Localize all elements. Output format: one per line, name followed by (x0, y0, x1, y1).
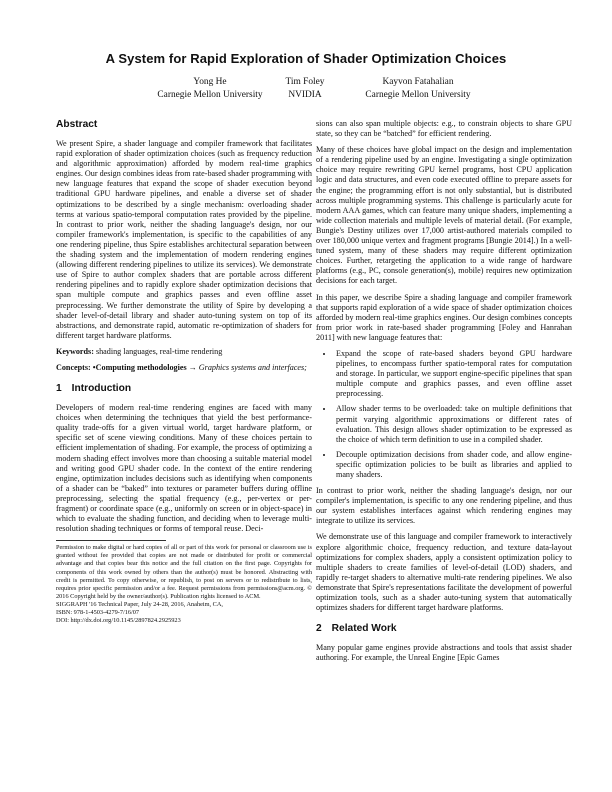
author-name: Yong He (193, 77, 227, 87)
keywords-label: Keywords: (56, 346, 94, 356)
list-item: • Decouple optimization decisions from shader code, and allow engine-specific optimization policies to be built as libraries and applied to many shaders. (334, 450, 572, 480)
author-name: Tim Foley (285, 77, 325, 87)
section-title: Related Work (331, 623, 397, 635)
concepts-arrow: → (188, 362, 197, 372)
author-affiliation: NVIDIA (288, 90, 322, 101)
abstract-text: We present Spire, a shader language and compiler framework that facilitates rapid exploration of shader optimization choices (such as frequency reduction and algorithmic approximation) afforded by modern real-time graphics engines. Our design combines ideas from rate-based shader programming with new language features that expand the scope of shader execution beyond traditional GPU hardware pipelines, and enable a diverse set of shader optimizations to be described by a single mechanism: overloading shader terms at various spatio-temporal computation rates provided by the pipeline. In contrast to prior work, neither the shading language's design, nor our compiler framework's implementation, is specific to the capabilities of any one rendering pipeline, thus Spire establishes architectural separation between the shading system and the implementation of modern rendering engines (allowing different rendering pipelines to utilize its services). We demonstrate use of Spire to author complex shaders that are portable across different rendering pipelines and to rapidly explore shader optimization decisions that span multiple compute and graphics passes and even offline asset preprocessing. We further demonstrate the utility of Spire by developing a shader level-of-detail library and shader auto-tuning system on top of its abstractions, and demonstrate rapid, automatic re-optimization of shaders for different target hardware platforms. (56, 139, 312, 340)
concepts (56, 363, 312, 373)
permission-footnote: Permission to make digital or hard copies of all or part of this work for personal or classroom use is granted without fee provided that copies are not made or distributed for profit or commercial advantage and that copies bear this notice and the full citation on the first page. Copyrights for components of this work owned by others than the author(s) must be honored. Abstracting with credit is permitted. To copy otherwise, or republish, to post on servers or to redistribute to lists, requires prior specific permission and/or a fee. Request permissions from permissions@acm.org. © 2016 Copyright held by the owner/author(s). Publication rights licensed to ACM. (56, 544, 312, 600)
author-3 (318, 76, 518, 102)
footnote-rule (56, 540, 166, 541)
pub-line-2: ISBN: 978-1-4503-4279-7/16/07 (56, 609, 140, 617)
intro-heading (56, 383, 312, 395)
keywords (56, 347, 312, 357)
section-number: 1 (56, 383, 62, 395)
intro-paragraph-3: In this paper, we describe Spire a shading language and compiler framework that supports rapid exploration of a wide space of shader optimization choices afforded by modern real-time graphics engines. Our design combines concepts from prior work in rate-based shader programming [Foley and Hanrahan 2011] with new language features that: (316, 292, 572, 342)
keywords-text: shading languages, real-time rendering (95, 346, 223, 356)
list-item: • Allow shader terms to be overloaded: take on multiple definitions that permit varying algorithmic approximations or different rates of evaluation. This design allows shader optimization to be expressed as the choice of which term definition to use in a compiled shader. (334, 404, 572, 444)
pub-line-1: SIGGRAPH '16 Technical Paper, July 24-28, 2016, Anaheim, CA, (56, 600, 224, 608)
intro-paragraph-cont: sions can also span multiple objects: e.g., to constrain objects to share GPU state, so they can be “batched” for efficient rendering. (316, 119, 572, 139)
abstract-heading: Abstract (56, 119, 98, 130)
related-work-heading (316, 623, 572, 635)
related-work-paragraph: Many popular game engines provide abstractions and tools that assist shader authoring. For example, the Unreal Engine [Epic Games (316, 643, 572, 663)
concepts-italic: Graphics systems and interfaces; (198, 362, 307, 372)
doi-line: DOI: http://dx.doi.org/10.1145/2897824.2925923 (56, 617, 181, 625)
list-item: • Expand the scope of rate-based shaders beyond GPU hardware pipelines, to encompass further spatio-temporal rates for computation and storage. In particular, we support engine-specific pipelines that span multiple compute and graphics passes, and even offline asset preprocessing. (334, 349, 572, 399)
author-affiliation: Carnegie Mellon University (157, 90, 263, 101)
concepts-label: Concepts: (56, 362, 91, 372)
section-title: Introduction (71, 383, 132, 395)
intro-paragraph-5: We demonstrate use of this language and compiler framework to interactively explore algorithmic choice, frequency reduction, and texture data-layout optimizations for complex shaders, apply a consistent optimization policy to multiple shaders to create families of level-of-detail (LOD) shaders, and rapidly re-target shaders to alternative multi-rate rendering pipelines. We also demonstrate that Spire's representations facilitate the development of powerful optimization tools, such as a shader auto-tuning system that automatically optimizes shaders for different target hardware platforms. (316, 532, 572, 613)
author-affiliation: Carnegie Mellon University (365, 90, 471, 101)
intro-paragraph-4: In contrast to prior work, neither the shading language's design, nor our compiler's implementation, is specific to any one rendering pipeline, and thus our system establishes interfaces against which rendering engines may integrate to utilize its services. (316, 486, 572, 526)
section-number: 2 (316, 623, 322, 635)
author-name: Kayvon Fatahalian (382, 77, 454, 87)
intro-paragraph-2: Many of these choices have global impact on the design and implementation of a rendering pipeline used by an engine. Investigating a single optimization choice may require rewriting GPU kernel programs, host CPU application logic and data structures, and even code executed offline to prepare assets for the engine; the programming effort is not only substantial, but is distributed across multiple programming systems. This challenge is particularly acute for modern AAA games, which can feature many unique shaders, implementing a wide collection materials and multiple levels of material detail. (For example, Bungie's Destiny utilizes over 17,000 artist-authored materials compiled to over 180,000 unique vertex and fragment programs [Bungie 2014].) In a well-tuned system, many of these shaders may require different optimization choices. Further, retargeting the application to a wide range of hardware platforms (e.g., PC, console generation(s), mobile) requires new optimization decisions for each target. (316, 145, 572, 286)
feature-list (316, 349, 572, 480)
intro-paragraph: Developers of modern real-time rendering engines are faced with many choices when determining the techniques that yield the best performance-quality trade-offs for a given virtual world, target hardware platform, or specific set of scene viewing conditions. Many of these choices pertain to efficient implementation of shading. For example, the process of optimizing a modern shading effect involves more than choosing a suitable material model and writing good GPU shader code. In the context of the entire rendering engine, optimization includes decisions such as identifying when components of a shader can be “baked” into textures or parameter buffers during offline preprocessing, selecting the spatial frequency (e.g., per-vertex or per-fragment) or coordinate space (e.g., uniformly on screen or in object-space) in which to evaluate the shading function, and deciding when to leverage multi-resolution shading techniques or forms of temporal reuse. Deci- (56, 403, 312, 534)
right-column (316, 119, 572, 669)
concepts-bold: •Computing methodologies (92, 362, 187, 372)
left-column (56, 119, 312, 625)
paper-title: A System for Rapid Exploration of Shader Optimization Choices (105, 51, 507, 66)
